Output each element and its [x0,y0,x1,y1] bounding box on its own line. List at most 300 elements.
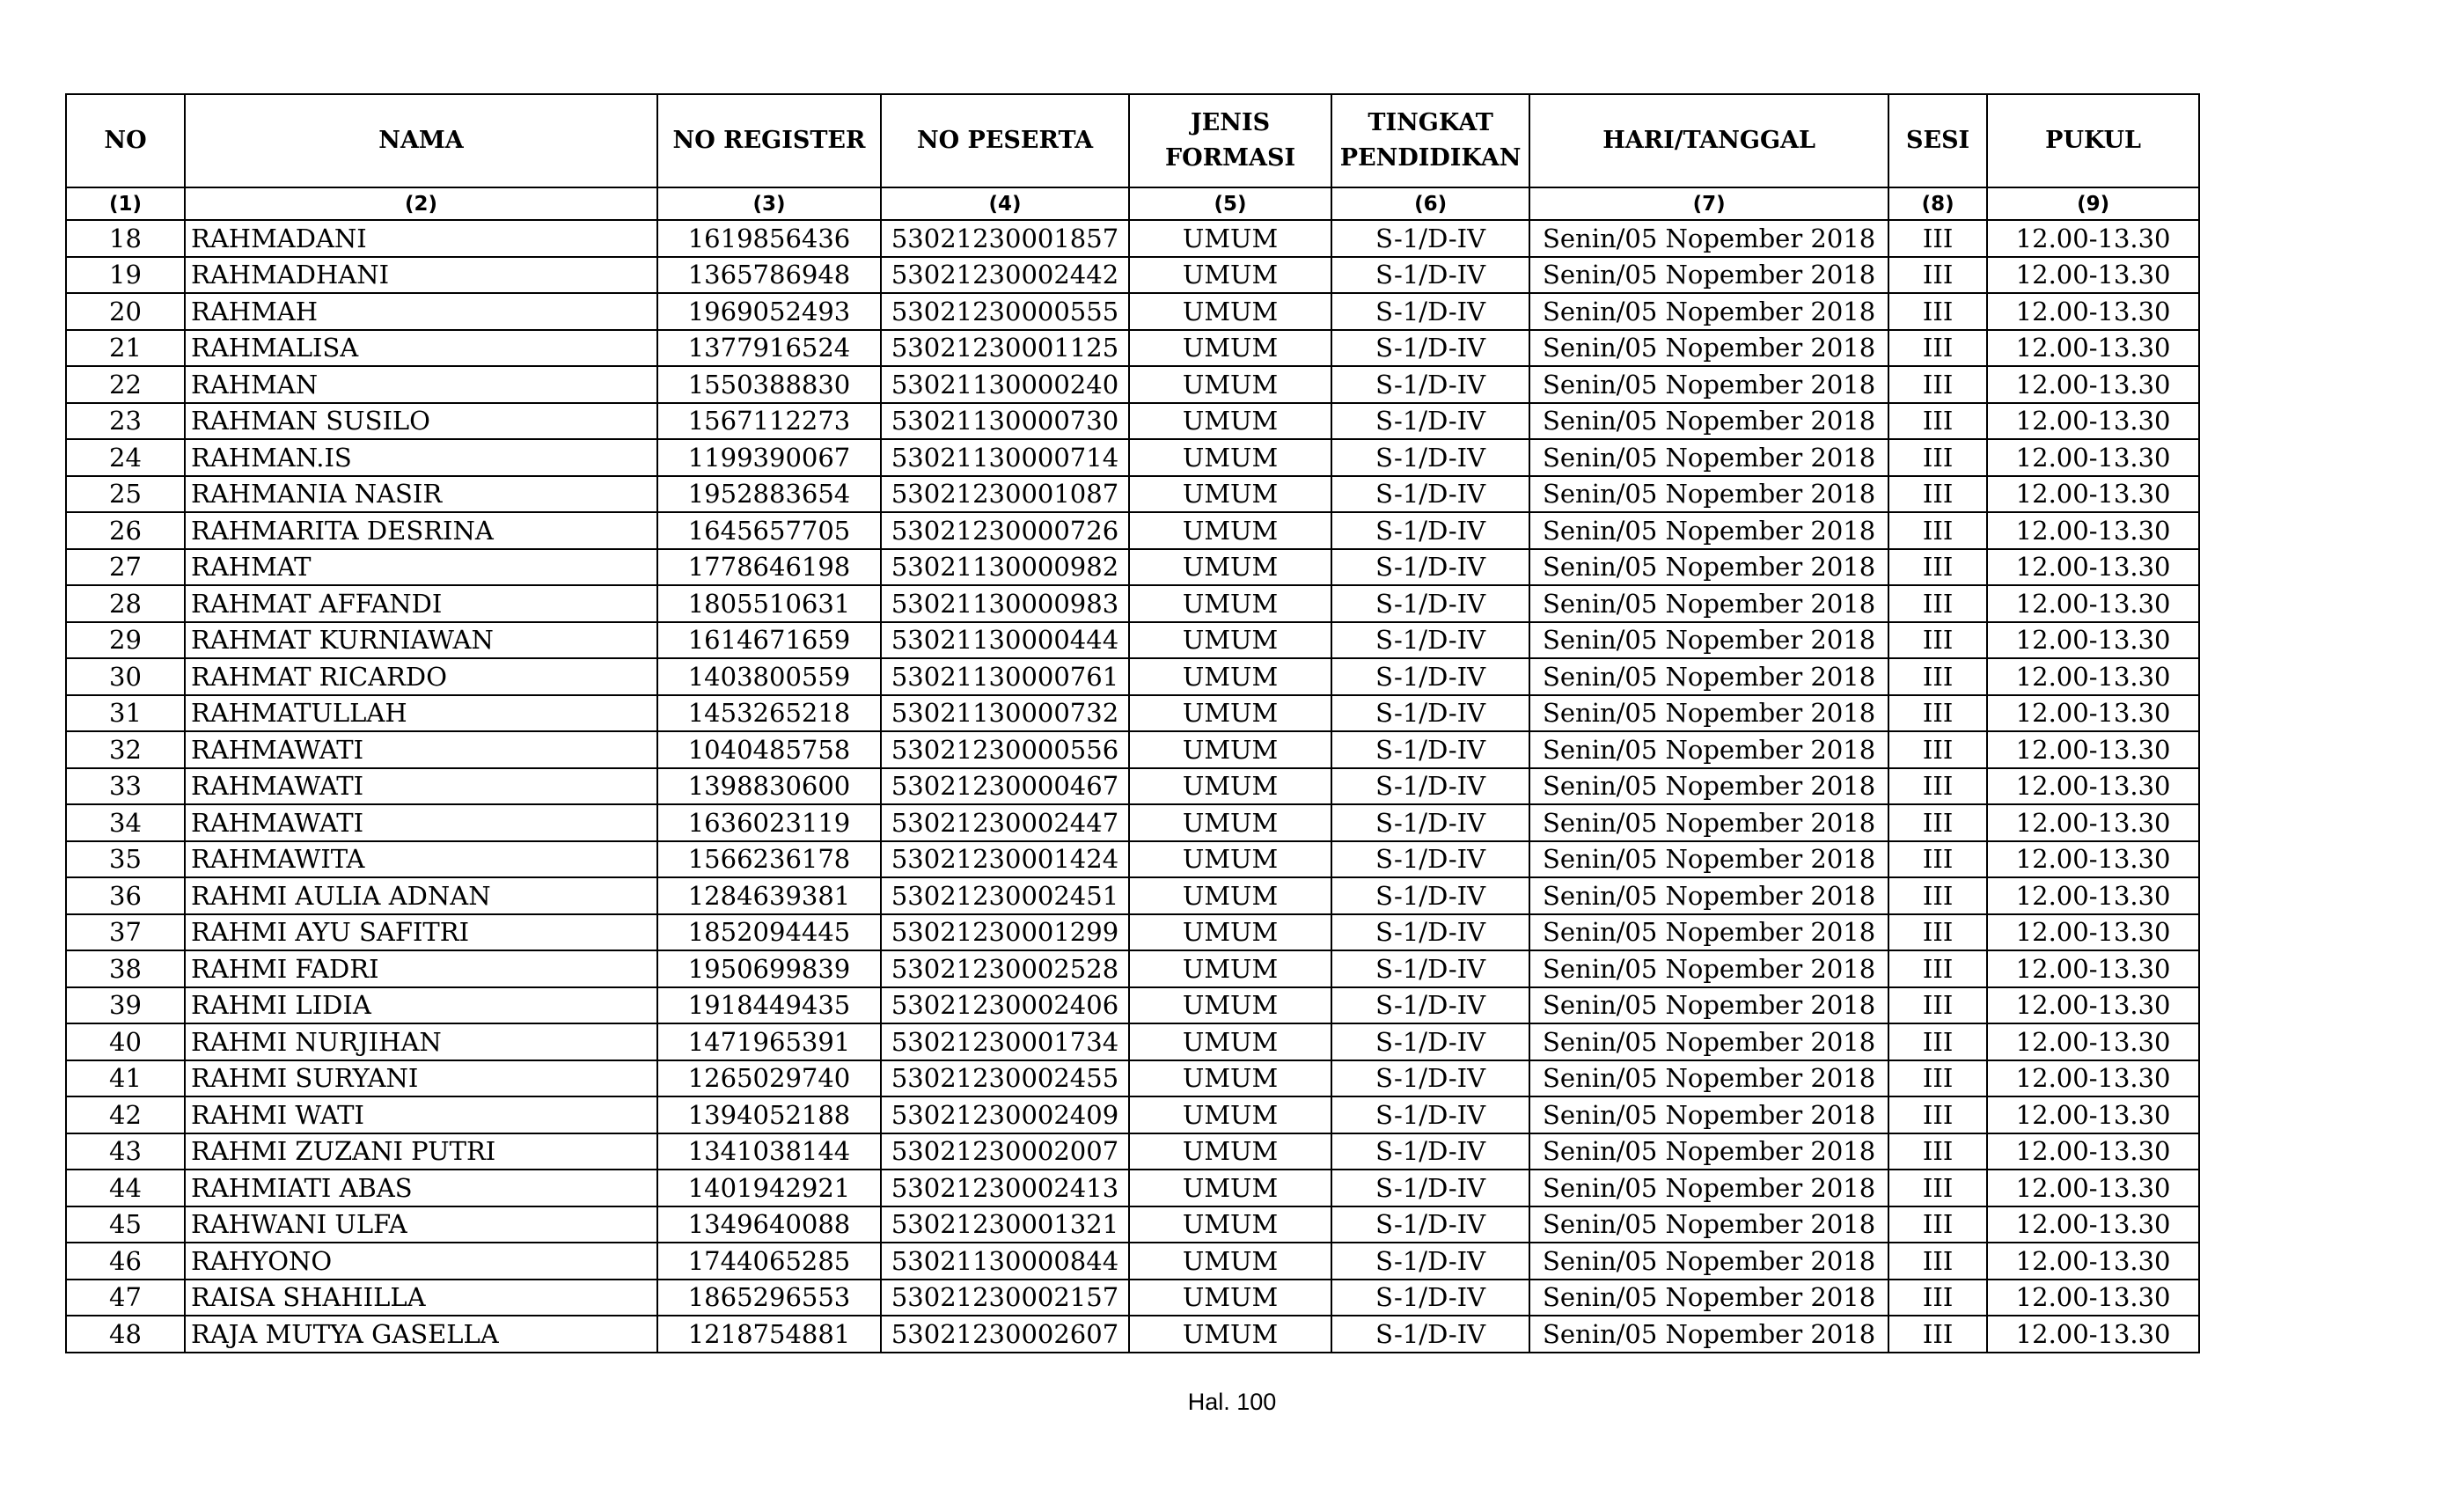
cell-pukul: 12.00-13.30 [1987,585,2199,622]
column-index: (1) [66,187,185,220]
cell-sesi: III [1888,1133,1987,1170]
cell-tingkat-pendidikan: S-1/D-IV [1331,403,1529,440]
cell-pukul: 12.00-13.30 [1987,841,2199,878]
cell-nama: RAHMATULLAH [185,695,657,732]
cell-no-peserta: 53021230000726 [881,512,1129,549]
cell-jenis-formasi: UMUM [1129,366,1331,403]
cell-sesi: III [1888,950,1987,987]
cell-jenis-formasi: UMUM [1129,1206,1331,1243]
cell-pukul: 12.00-13.30 [1987,731,2199,768]
cell-no-peserta: 53021230002409 [881,1096,1129,1133]
cell-no-register: 1744065285 [657,1243,881,1280]
cell-jenis-formasi: UMUM [1129,1133,1331,1170]
cell-jenis-formasi: UMUM [1129,439,1331,476]
cell-no-register: 1567112273 [657,403,881,440]
cell-hari-tanggal: Senin/05 Nopember 2018 [1529,512,1888,549]
cell-no: 39 [66,987,185,1024]
cell-sesi: III [1888,1206,1987,1243]
cell-nama: RAHMI LIDIA [185,987,657,1024]
cell-tingkat-pendidikan: S-1/D-IV [1331,366,1529,403]
cell-nama: RAHMAT AFFANDI [185,585,657,622]
cell-no-register: 1636023119 [657,804,881,841]
cell-no: 33 [66,768,185,805]
cell-no-peserta: 53021230000556 [881,731,1129,768]
cell-nama: RAHMI ZUZANI PUTRI [185,1133,657,1170]
cell-pukul: 12.00-13.30 [1987,1023,2199,1060]
cell-jenis-formasi: UMUM [1129,1096,1331,1133]
cell-no: 35 [66,841,185,878]
cell-tingkat-pendidikan: S-1/D-IV [1331,622,1529,659]
cell-no-peserta: 53021230001424 [881,841,1129,878]
cell-pukul: 12.00-13.30 [1987,1206,2199,1243]
cell-jenis-formasi: UMUM [1129,549,1331,586]
cell-jenis-formasi: UMUM [1129,622,1331,659]
column-index: (5) [1129,187,1331,220]
cell-jenis-formasi: UMUM [1129,220,1331,257]
cell-pukul: 12.00-13.30 [1987,622,2199,659]
cell-no-register: 1377916524 [657,330,881,367]
cell-no-peserta: 53021230002442 [881,257,1129,294]
header-row [66,94,2199,187]
table-row [66,403,2199,440]
cell-jenis-formasi: UMUM [1129,1243,1331,1280]
cell-pukul: 12.00-13.30 [1987,695,2199,732]
column-index: (3) [657,187,881,220]
cell-no-register: 1398830600 [657,768,881,805]
cell-hari-tanggal: Senin/05 Nopember 2018 [1529,622,1888,659]
cell-sesi: III [1888,220,1987,257]
cell-pukul: 12.00-13.30 [1987,1243,2199,1280]
cell-nama: RAHMADHANI [185,257,657,294]
cell-hari-tanggal: Senin/05 Nopember 2018 [1529,366,1888,403]
cell-sesi: III [1888,476,1987,513]
cell-nama: RAHMAN [185,366,657,403]
cell-no: 27 [66,549,185,586]
cell-no-register: 1566236178 [657,841,881,878]
table-row [66,1170,2199,1206]
cell-no-register: 1199390067 [657,439,881,476]
cell-no-register: 1969052493 [657,293,881,330]
column-index: (7) [1529,187,1888,220]
cell-pukul: 12.00-13.30 [1987,220,2199,257]
column-index: (8) [1888,187,1987,220]
cell-pukul: 12.00-13.30 [1987,768,2199,805]
cell-jenis-formasi: UMUM [1129,585,1331,622]
cell-sesi: III [1888,1023,1987,1060]
cell-sesi: III [1888,1316,1987,1353]
header-no-register: NO REGISTER [657,94,881,187]
cell-tingkat-pendidikan: S-1/D-IV [1331,1316,1529,1353]
cell-nama: RAHYONO [185,1243,657,1280]
cell-sesi: III [1888,695,1987,732]
cell-nama: RAHMI AULIA ADNAN [185,877,657,914]
cell-pukul: 12.00-13.30 [1987,1280,2199,1316]
cell-no-peserta: 53021130000761 [881,658,1129,695]
cell-hari-tanggal: Senin/05 Nopember 2018 [1529,257,1888,294]
participant-table [65,93,2200,1353]
cell-no-peserta: 53021230001125 [881,330,1129,367]
cell-pukul: 12.00-13.30 [1987,330,2199,367]
cell-no: 41 [66,1060,185,1097]
table-body [66,220,2199,1353]
cell-no: 29 [66,622,185,659]
cell-hari-tanggal: Senin/05 Nopember 2018 [1529,403,1888,440]
cell-no-peserta: 53021230002413 [881,1170,1129,1206]
cell-no-register: 1805510631 [657,585,881,622]
cell-no-register: 1394052188 [657,1096,881,1133]
cell-nama: RAHMAH [185,293,657,330]
cell-tingkat-pendidikan: S-1/D-IV [1331,987,1529,1024]
cell-no-peserta: 53021230002528 [881,950,1129,987]
cell-no-register: 1284639381 [657,877,881,914]
cell-tingkat-pendidikan: S-1/D-IV [1331,695,1529,732]
cell-jenis-formasi: UMUM [1129,914,1331,951]
cell-sesi: III [1888,877,1987,914]
cell-hari-tanggal: Senin/05 Nopember 2018 [1529,1133,1888,1170]
cell-no: 32 [66,731,185,768]
cell-sesi: III [1888,366,1987,403]
cell-no: 45 [66,1206,185,1243]
cell-no-register: 1614671659 [657,622,881,659]
cell-pukul: 12.00-13.30 [1987,1060,2199,1097]
cell-hari-tanggal: Senin/05 Nopember 2018 [1529,476,1888,513]
cell-sesi: III [1888,914,1987,951]
cell-tingkat-pendidikan: S-1/D-IV [1331,1060,1529,1097]
table-row [66,768,2199,805]
cell-jenis-formasi: UMUM [1129,1280,1331,1316]
cell-no: 30 [66,658,185,695]
cell-no: 24 [66,439,185,476]
table-row [66,257,2199,294]
cell-tingkat-pendidikan: S-1/D-IV [1331,257,1529,294]
cell-hari-tanggal: Senin/05 Nopember 2018 [1529,220,1888,257]
cell-jenis-formasi: UMUM [1129,950,1331,987]
cell-nama: RAHMAN SUSILO [185,403,657,440]
cell-jenis-formasi: UMUM [1129,804,1331,841]
cell-no-peserta: 53021130000983 [881,585,1129,622]
cell-no-peserta: 53021230000467 [881,768,1129,805]
cell-no-peserta: 53021230002007 [881,1133,1129,1170]
cell-pukul: 12.00-13.30 [1987,293,2199,330]
cell-hari-tanggal: Senin/05 Nopember 2018 [1529,439,1888,476]
cell-hari-tanggal: Senin/05 Nopember 2018 [1529,1243,1888,1280]
table-row [66,476,2199,513]
cell-no-peserta: 53021230001734 [881,1023,1129,1060]
table-row [66,330,2199,367]
cell-no-peserta: 53021230001299 [881,914,1129,951]
cell-jenis-formasi: UMUM [1129,987,1331,1024]
cell-no: 48 [66,1316,185,1353]
cell-no: 37 [66,914,185,951]
cell-tingkat-pendidikan: S-1/D-IV [1331,768,1529,805]
cell-tingkat-pendidikan: S-1/D-IV [1331,1023,1529,1060]
table-row [66,804,2199,841]
cell-hari-tanggal: Senin/05 Nopember 2018 [1529,914,1888,951]
cell-pukul: 12.00-13.30 [1987,1133,2199,1170]
cell-nama: RAHMANIA NASIR [185,476,657,513]
cell-no: 28 [66,585,185,622]
cell-no-peserta: 53021130000444 [881,622,1129,659]
cell-no-register: 1401942921 [657,1170,881,1206]
cell-no: 21 [66,330,185,367]
cell-hari-tanggal: Senin/05 Nopember 2018 [1529,330,1888,367]
cell-sesi: III [1888,1280,1987,1316]
cell-no: 18 [66,220,185,257]
cell-sesi: III [1888,549,1987,586]
table-row [66,220,2199,257]
cell-hari-tanggal: Senin/05 Nopember 2018 [1529,1170,1888,1206]
cell-pukul: 12.00-13.30 [1987,1096,2199,1133]
cell-nama: RAJA MUTYA GASELLA [185,1316,657,1353]
cell-no-peserta: 53021230001321 [881,1206,1129,1243]
cell-no-register: 1349640088 [657,1206,881,1243]
cell-hari-tanggal: Senin/05 Nopember 2018 [1529,1060,1888,1097]
cell-pukul: 12.00-13.30 [1987,257,2199,294]
table-row [66,1316,2199,1353]
cell-tingkat-pendidikan: S-1/D-IV [1331,1280,1529,1316]
cell-jenis-formasi: UMUM [1129,768,1331,805]
cell-no-register: 1403800559 [657,658,881,695]
table-row [66,366,2199,403]
cell-no-register: 1852094445 [657,914,881,951]
cell-hari-tanggal: Senin/05 Nopember 2018 [1529,731,1888,768]
cell-no-register: 1471965391 [657,1023,881,1060]
table-row [66,658,2199,695]
cell-pukul: 12.00-13.30 [1987,950,2199,987]
cell-no: 44 [66,1170,185,1206]
cell-pukul: 12.00-13.30 [1987,658,2199,695]
table-row [66,987,2199,1024]
cell-pukul: 12.00-13.30 [1987,1170,2199,1206]
cell-sesi: III [1888,731,1987,768]
cell-sesi: III [1888,658,1987,695]
cell-sesi: III [1888,1060,1987,1097]
cell-no-peserta: 53021230000555 [881,293,1129,330]
table-row [66,841,2199,878]
header-tingkat-pendidikan: TINGKAT PENDIDIKAN [1331,94,1529,187]
cell-no-register: 1550388830 [657,366,881,403]
cell-no: 22 [66,366,185,403]
cell-no-register: 1040485758 [657,731,881,768]
cell-tingkat-pendidikan: S-1/D-IV [1331,914,1529,951]
cell-tingkat-pendidikan: S-1/D-IV [1331,549,1529,586]
header-hari-tanggal: HARI/TANGGAL [1529,94,1888,187]
cell-no: 19 [66,257,185,294]
cell-tingkat-pendidikan: S-1/D-IV [1331,1170,1529,1206]
cell-no-register: 1218754881 [657,1316,881,1353]
cell-sesi: III [1888,1096,1987,1133]
cell-pukul: 12.00-13.30 [1987,914,2199,951]
cell-hari-tanggal: Senin/05 Nopember 2018 [1529,658,1888,695]
cell-sesi: III [1888,987,1987,1024]
cell-pukul: 12.00-13.30 [1987,1316,2199,1353]
cell-tingkat-pendidikan: S-1/D-IV [1331,476,1529,513]
cell-sesi: III [1888,439,1987,476]
cell-sesi: III [1888,622,1987,659]
cell-hari-tanggal: Senin/05 Nopember 2018 [1529,841,1888,878]
cell-no-register: 1918449435 [657,987,881,1024]
cell-no-peserta: 53021130000730 [881,403,1129,440]
cell-pukul: 12.00-13.30 [1987,403,2199,440]
cell-no-register: 1341038144 [657,1133,881,1170]
cell-no: 26 [66,512,185,549]
cell-no-peserta: 53021230002406 [881,987,1129,1024]
column-index: (9) [1987,187,2199,220]
cell-jenis-formasi: UMUM [1129,1023,1331,1060]
cell-no-register: 1365786948 [657,257,881,294]
cell-jenis-formasi: UMUM [1129,257,1331,294]
cell-jenis-formasi: UMUM [1129,731,1331,768]
cell-nama: RAHMAWATI [185,768,657,805]
cell-sesi: III [1888,1170,1987,1206]
cell-no: 40 [66,1023,185,1060]
cell-hari-tanggal: Senin/05 Nopember 2018 [1529,1316,1888,1353]
cell-no-peserta: 53021130000844 [881,1243,1129,1280]
cell-jenis-formasi: UMUM [1129,1060,1331,1097]
header-no-peserta: NO PESERTA [881,94,1129,187]
cell-sesi: III [1888,841,1987,878]
cell-no-peserta: 53021130000714 [881,439,1129,476]
table-row [66,695,2199,732]
cell-no-peserta: 53021230002447 [881,804,1129,841]
cell-jenis-formasi: UMUM [1129,512,1331,549]
cell-nama: RAHMAWITA [185,841,657,878]
cell-no: 31 [66,695,185,732]
cell-tingkat-pendidikan: S-1/D-IV [1331,804,1529,841]
cell-jenis-formasi: UMUM [1129,293,1331,330]
cell-tingkat-pendidikan: S-1/D-IV [1331,330,1529,367]
cell-jenis-formasi: UMUM [1129,330,1331,367]
cell-nama: RAHMIATI ABAS [185,1170,657,1206]
cell-nama: RAHMAWATI [185,731,657,768]
table-row [66,1243,2199,1280]
table-row [66,293,2199,330]
cell-hari-tanggal: Senin/05 Nopember 2018 [1529,585,1888,622]
cell-nama: RAHMAWATI [185,804,657,841]
cell-no-register: 1950699839 [657,950,881,987]
cell-jenis-formasi: UMUM [1129,476,1331,513]
column-index: (6) [1331,187,1529,220]
table-row [66,731,2199,768]
table-row [66,585,2199,622]
cell-no: 38 [66,950,185,987]
cell-pukul: 12.00-13.30 [1987,877,2199,914]
cell-no: 36 [66,877,185,914]
column-index: (2) [185,187,657,220]
cell-nama: RAHMAT [185,549,657,586]
cell-no-peserta: 53021230002157 [881,1280,1129,1316]
cell-no-peserta: 53021130000732 [881,695,1129,732]
cell-pukul: 12.00-13.30 [1987,549,2199,586]
cell-jenis-formasi: UMUM [1129,1170,1331,1206]
cell-nama: RAISA SHAHILLA [185,1280,657,1316]
column-index-row [66,187,2199,220]
cell-tingkat-pendidikan: S-1/D-IV [1331,731,1529,768]
table-row [66,1023,2199,1060]
cell-pukul: 12.00-13.30 [1987,439,2199,476]
cell-no: 46 [66,1243,185,1280]
table-row [66,877,2199,914]
cell-nama: RAHWANI ULFA [185,1206,657,1243]
cell-tingkat-pendidikan: S-1/D-IV [1331,1096,1529,1133]
cell-no-register: 1265029740 [657,1060,881,1097]
cell-nama: RAHMALISA [185,330,657,367]
cell-no-peserta: 53021230001087 [881,476,1129,513]
table-row [66,950,2199,987]
cell-pukul: 12.00-13.30 [1987,987,2199,1024]
cell-hari-tanggal: Senin/05 Nopember 2018 [1529,950,1888,987]
cell-hari-tanggal: Senin/05 Nopember 2018 [1529,1096,1888,1133]
cell-no: 20 [66,293,185,330]
cell-pukul: 12.00-13.30 [1987,366,2199,403]
cell-nama: RAHMADANI [185,220,657,257]
column-index: (4) [881,187,1129,220]
cell-tingkat-pendidikan: S-1/D-IV [1331,1206,1529,1243]
cell-pukul: 12.00-13.30 [1987,804,2199,841]
cell-no-peserta: 53021230001857 [881,220,1129,257]
cell-nama: RAHMI AYU SAFITRI [185,914,657,951]
table-row [66,622,2199,659]
header-no: NO [66,94,185,187]
cell-hari-tanggal: Senin/05 Nopember 2018 [1529,1206,1888,1243]
cell-no-peserta: 53021230002455 [881,1060,1129,1097]
cell-tingkat-pendidikan: S-1/D-IV [1331,293,1529,330]
cell-nama: RAHMI WATI [185,1096,657,1133]
cell-no-register: 1453265218 [657,695,881,732]
cell-hari-tanggal: Senin/05 Nopember 2018 [1529,768,1888,805]
cell-sesi: III [1888,330,1987,367]
cell-sesi: III [1888,1243,1987,1280]
table-row [66,1133,2199,1170]
cell-tingkat-pendidikan: S-1/D-IV [1331,950,1529,987]
cell-hari-tanggal: Senin/05 Nopember 2018 [1529,695,1888,732]
table-row [66,439,2199,476]
cell-tingkat-pendidikan: S-1/D-IV [1331,220,1529,257]
cell-sesi: III [1888,403,1987,440]
cell-jenis-formasi: UMUM [1129,877,1331,914]
cell-tingkat-pendidikan: S-1/D-IV [1331,512,1529,549]
cell-no-peserta: 53021230002451 [881,877,1129,914]
cell-sesi: III [1888,257,1987,294]
cell-nama: RAHMAN.IS [185,439,657,476]
page-number: Hal. 100 [1187,1389,1277,1415]
cell-tingkat-pendidikan: S-1/D-IV [1331,585,1529,622]
cell-hari-tanggal: Senin/05 Nopember 2018 [1529,987,1888,1024]
cell-sesi: III [1888,293,1987,330]
table-row [66,549,2199,586]
cell-tingkat-pendidikan: S-1/D-IV [1331,1133,1529,1170]
cell-no: 23 [66,403,185,440]
cell-no: 47 [66,1280,185,1316]
cell-no: 43 [66,1133,185,1170]
cell-tingkat-pendidikan: S-1/D-IV [1331,1243,1529,1280]
cell-no-register: 1645657705 [657,512,881,549]
header-jenis-formasi: JENIS FORMASI [1129,94,1331,187]
cell-pukul: 12.00-13.30 [1987,476,2199,513]
cell-tingkat-pendidikan: S-1/D-IV [1331,439,1529,476]
cell-no: 42 [66,1096,185,1133]
cell-jenis-formasi: UMUM [1129,658,1331,695]
cell-no-register: 1619856436 [657,220,881,257]
cell-sesi: III [1888,768,1987,805]
cell-no-peserta: 53021130000240 [881,366,1129,403]
cell-no: 25 [66,476,185,513]
cell-pukul: 12.00-13.30 [1987,512,2199,549]
cell-no-peserta: 53021230002607 [881,1316,1129,1353]
cell-nama: RAHMAT KURNIAWAN [185,622,657,659]
table-row [66,914,2199,951]
table-row [66,512,2199,549]
